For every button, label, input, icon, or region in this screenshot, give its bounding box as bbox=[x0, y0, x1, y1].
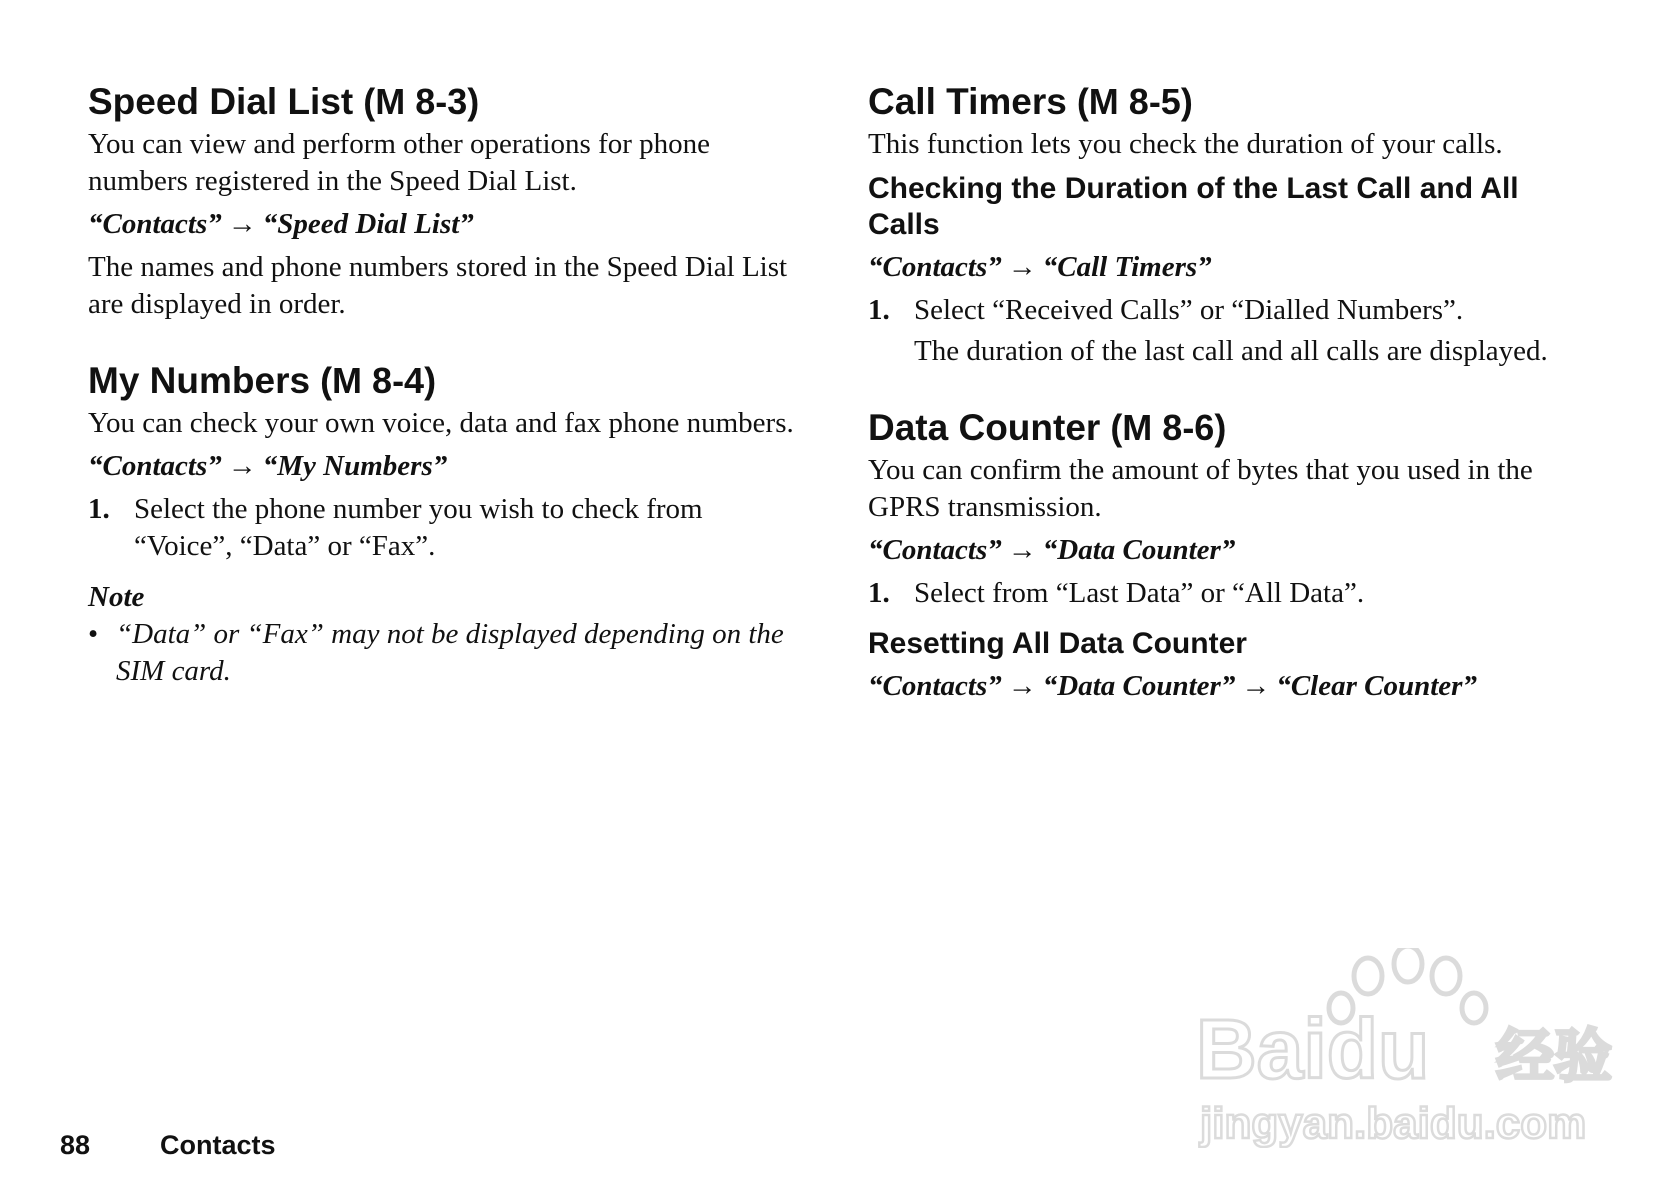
path-step: “Contacts” bbox=[868, 534, 1002, 566]
baidu-watermark bbox=[1196, 948, 1616, 1148]
menu-path bbox=[88, 448, 808, 485]
section-data-counter bbox=[868, 404, 1588, 705]
step-1 bbox=[868, 292, 1588, 329]
step-1 bbox=[88, 491, 808, 565]
arrow-icon: → bbox=[227, 208, 257, 240]
intro-text: You can view and perform other operations for phone numbers registered in the Speed Dial List. bbox=[88, 128, 710, 197]
arrow-icon: → bbox=[227, 450, 257, 482]
paw-icon bbox=[1196, 948, 1616, 1148]
note-title: Note bbox=[88, 581, 145, 613]
page-number: 88 bbox=[60, 1130, 91, 1160]
subheading-reset: Resetting All Data Counter bbox=[868, 627, 1247, 660]
heading-title: Data Counter bbox=[868, 407, 1101, 448]
menu-path bbox=[868, 249, 1588, 286]
watermark-suffix: 经验 bbox=[1496, 1022, 1613, 1090]
intro-text: You can confirm the amount of bytes that you used in the GPRS transmission. bbox=[868, 454, 1533, 523]
section-my-numbers bbox=[88, 357, 808, 690]
path-step: “Contacts” bbox=[868, 670, 1002, 702]
step-1 bbox=[868, 575, 1588, 612]
watermark-brand: Baidu bbox=[1196, 1002, 1430, 1096]
path-step: “Contacts” bbox=[868, 251, 1002, 283]
subheading: Checking the Duration of the Last Call and All Calls bbox=[868, 172, 1519, 241]
section-speed-dial-list bbox=[88, 78, 808, 323]
intro-text: You can check your own voice, data and fax phone numbers. bbox=[88, 407, 794, 439]
path-step: “Data Counter” bbox=[1042, 670, 1236, 702]
section-call-timers bbox=[868, 78, 1588, 370]
heading-call-timers bbox=[868, 78, 1588, 126]
step-number: 1. bbox=[868, 294, 890, 326]
menu-path-reset bbox=[868, 668, 1588, 705]
arrow-icon: → bbox=[1007, 670, 1037, 702]
left-column bbox=[88, 78, 808, 724]
path-step: “Call Timers” bbox=[1042, 251, 1212, 283]
heading-title: My Numbers bbox=[88, 360, 311, 401]
path-step: “Speed Dial List” bbox=[262, 208, 474, 240]
note-text: “Data” or “Fax” may not be displayed depending on the SIM card. bbox=[116, 618, 784, 687]
arrow-icon: → bbox=[1007, 534, 1037, 566]
right-column bbox=[868, 78, 1588, 739]
path-step: “Contacts” bbox=[88, 208, 222, 240]
heading-data-counter bbox=[868, 404, 1588, 452]
page-footer bbox=[60, 1128, 276, 1162]
intro-text: This function lets you check the duration of your calls. bbox=[868, 128, 1503, 160]
path-step: “Contacts” bbox=[88, 450, 222, 482]
path-step: “My Numbers” bbox=[262, 450, 448, 482]
note-item bbox=[88, 616, 808, 690]
path-step: “Clear Counter” bbox=[1276, 670, 1477, 702]
step-text: Select “Received Calls” or “Dialled Numbers”. bbox=[914, 294, 1464, 326]
heading-speed-dial-list bbox=[88, 78, 808, 126]
heading-title: Speed Dial List bbox=[88, 81, 354, 122]
menu-code: (M 8-3) bbox=[363, 81, 480, 122]
menu-path bbox=[868, 532, 1588, 569]
footer-section-title: Contacts bbox=[160, 1130, 276, 1160]
step-text: Select from “Last Data” or “All Data”. bbox=[914, 577, 1365, 609]
heading-title: Call Timers bbox=[868, 81, 1067, 122]
path-step: “Data Counter” bbox=[1042, 534, 1236, 566]
heading-my-numbers bbox=[88, 357, 808, 405]
menu-path bbox=[88, 206, 808, 243]
step-number: 1. bbox=[868, 577, 890, 609]
step-result-text: The duration of the last call and all calls are displayed. bbox=[914, 335, 1548, 367]
arrow-icon: → bbox=[1007, 251, 1037, 283]
arrow-icon: → bbox=[1241, 670, 1271, 702]
step-number: 1. bbox=[88, 493, 110, 525]
description-text: The names and phone numbers stored in the Speed Dial List are displayed in order. bbox=[88, 251, 788, 320]
menu-code: (M 8-5) bbox=[1076, 81, 1193, 122]
step-text: Select the phone number you wish to check from “Voice”, “Data” or “Fax”. bbox=[134, 493, 703, 562]
menu-code: (M 8-4) bbox=[320, 360, 437, 401]
watermark-url: jingyan.baidu.com bbox=[1200, 1099, 1587, 1148]
menu-code: (M 8-6) bbox=[1110, 407, 1227, 448]
bullet-icon: • bbox=[88, 618, 99, 650]
